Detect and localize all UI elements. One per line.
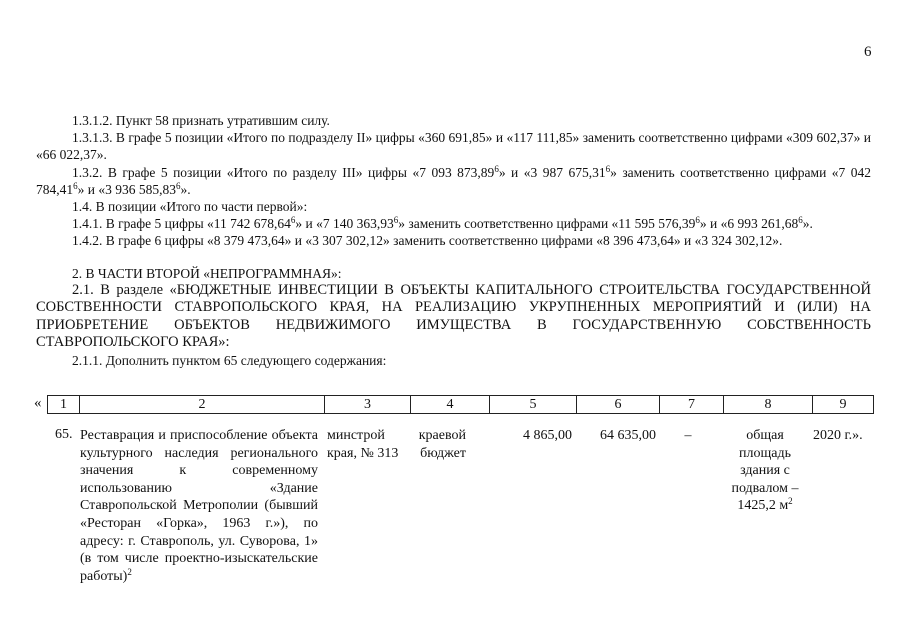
column-number-row: [48, 396, 874, 414]
object-description: [80, 427, 318, 585]
document-body: [36, 112, 871, 369]
paragraph-text: 1.3.1.2. Пункт 58 признать утратившим силу.: [72, 113, 330, 128]
column-number: 5: [490, 396, 577, 414]
capacity-text: общая площадь здания с подвалом – 1425,2 м: [731, 428, 799, 514]
paragraph: [36, 215, 871, 232]
amount-col7-cell: –: [684, 428, 692, 443]
paragraph: [36, 352, 871, 369]
paragraph-text: ».: [180, 181, 191, 197]
page-number: 6: [864, 44, 872, 60]
amount-col6-cell: 64 635,00: [600, 428, 656, 443]
paragraph-text: 1.3.2. В графе 5 позиции «Итого по разделу III» цифры «7 093 873,89: [72, 164, 495, 180]
footnote-marker: 6: [393, 215, 399, 226]
unit-exponent: 2: [788, 496, 793, 507]
column-number: 1: [48, 396, 80, 414]
column-number: 9: [813, 396, 874, 414]
object-description-text: Реставрация и приспособление объекта культурного наследия регионального значения к современному использованию «Здание Ставропольской Метрополии (бывший «Ресторан «Горка», 1963 г.»), по адресу: г. Ставрополь, ул. Суворова, 1» (в том числе проектно-изыскательские работы): [80, 428, 318, 584]
paragraph-text: » и «3 987 675,31: [498, 164, 606, 180]
funding-source-cell: краевой бюджет: [418, 428, 466, 461]
footnote-marker: 6: [73, 180, 78, 191]
column-number: 3: [325, 396, 411, 414]
paragraph-text: ».: [802, 216, 813, 232]
paragraph-text: 1.4. В позиции «Итого по части первой»:: [72, 199, 308, 215]
footnote-marker: 6: [494, 163, 499, 174]
customer-cell: минстрой края, № 313: [327, 428, 399, 461]
footnote-marker: 6: [290, 215, 296, 226]
paragraph: [36, 198, 871, 215]
paragraph-text: » и «3 936 585,83: [77, 181, 176, 197]
footnote-marker: 6: [605, 163, 611, 174]
footnote-marker: 2: [127, 566, 132, 577]
paragraph: [36, 282, 871, 352]
column-number: 8: [724, 396, 813, 414]
paragraph: [36, 232, 871, 249]
column-number: 6: [577, 396, 660, 414]
paragraph-text: 2.1.1. Дополнить пунктом 65 следующего содержания:: [72, 352, 387, 368]
footnote-marker: 6: [175, 180, 181, 191]
paragraph-text: » заменить соответственно цифрами «11 595 576,39: [398, 216, 696, 232]
year-cell: 2020 г.».: [813, 428, 863, 443]
paragraph-text: 2. В ЧАСТИ ВТОРОЙ «НЕПРОГРАММНАЯ»:: [72, 265, 342, 281]
column-number: 7: [660, 396, 724, 414]
row-number: 65.: [55, 427, 73, 442]
paragraph: [36, 129, 871, 163]
paragraph-text: 1.4.2. В графе 6 цифры «8 379 473,64» и «3 307 302,12» заменить соответственно цифрами «8 396 473,64» и «3 324 302,12».: [72, 233, 783, 249]
column-number: 2: [80, 396, 325, 414]
table-column-numbers: [47, 395, 874, 414]
paragraph-text: » заменить соответственно цифрами «7 042 784,41: [36, 164, 872, 197]
footnote-marker: 6: [798, 215, 803, 226]
paragraph-text: » и «7 140 363,93: [295, 216, 394, 232]
amount-col5-cell: 4 865,00: [523, 428, 572, 443]
paragraph: [36, 164, 871, 198]
paragraph-text: 1.4.1. В графе 5 цифры «11 742 678,64: [72, 216, 291, 232]
footnote-marker: 6: [695, 215, 700, 226]
column-number: 4: [411, 396, 490, 414]
paragraph: [36, 265, 871, 282]
capacity-cell: [720, 427, 810, 515]
table-open-quote: «: [34, 395, 42, 411]
paragraph: [36, 112, 871, 129]
paragraph-text: 2.1. В разделе «БЮДЖЕТНЫЕ ИНВЕСТИЦИИ В ОБЪЕКТЫ КАПИТАЛЬНОГО СТРОИТЕЛЬСТВА ГОСУДАРСТВЕННОЙ СОБСТВЕННОСТИ СТАВРОПОЛЬСКОГО КРАЯ, НА РЕАЛИЗАЦИЮ УКРУПНЕННЫХ МЕРОПРИЯТИЙ И (ИЛИ) НА ПРИОБРЕТЕНИЕ ОБЪЕКТОВ НЕДВИЖИМОГО ИМУЩЕСТВА В ГОСУДАРСТВЕННУЮ СОБСТВЕННОСТЬ СТАВРОПОЛЬСКОГО КРАЯ»:: [36, 281, 871, 351]
paragraph-text: » и «6 993 261,68: [699, 216, 799, 232]
paragraph-text: 1.3.1.3. В графе 5 позиции «Итого по подразделу II» цифры «360 691,85» и «117 111,85» заменить соответственно цифрами «309 602,37» и «66 022,37».: [36, 130, 871, 163]
